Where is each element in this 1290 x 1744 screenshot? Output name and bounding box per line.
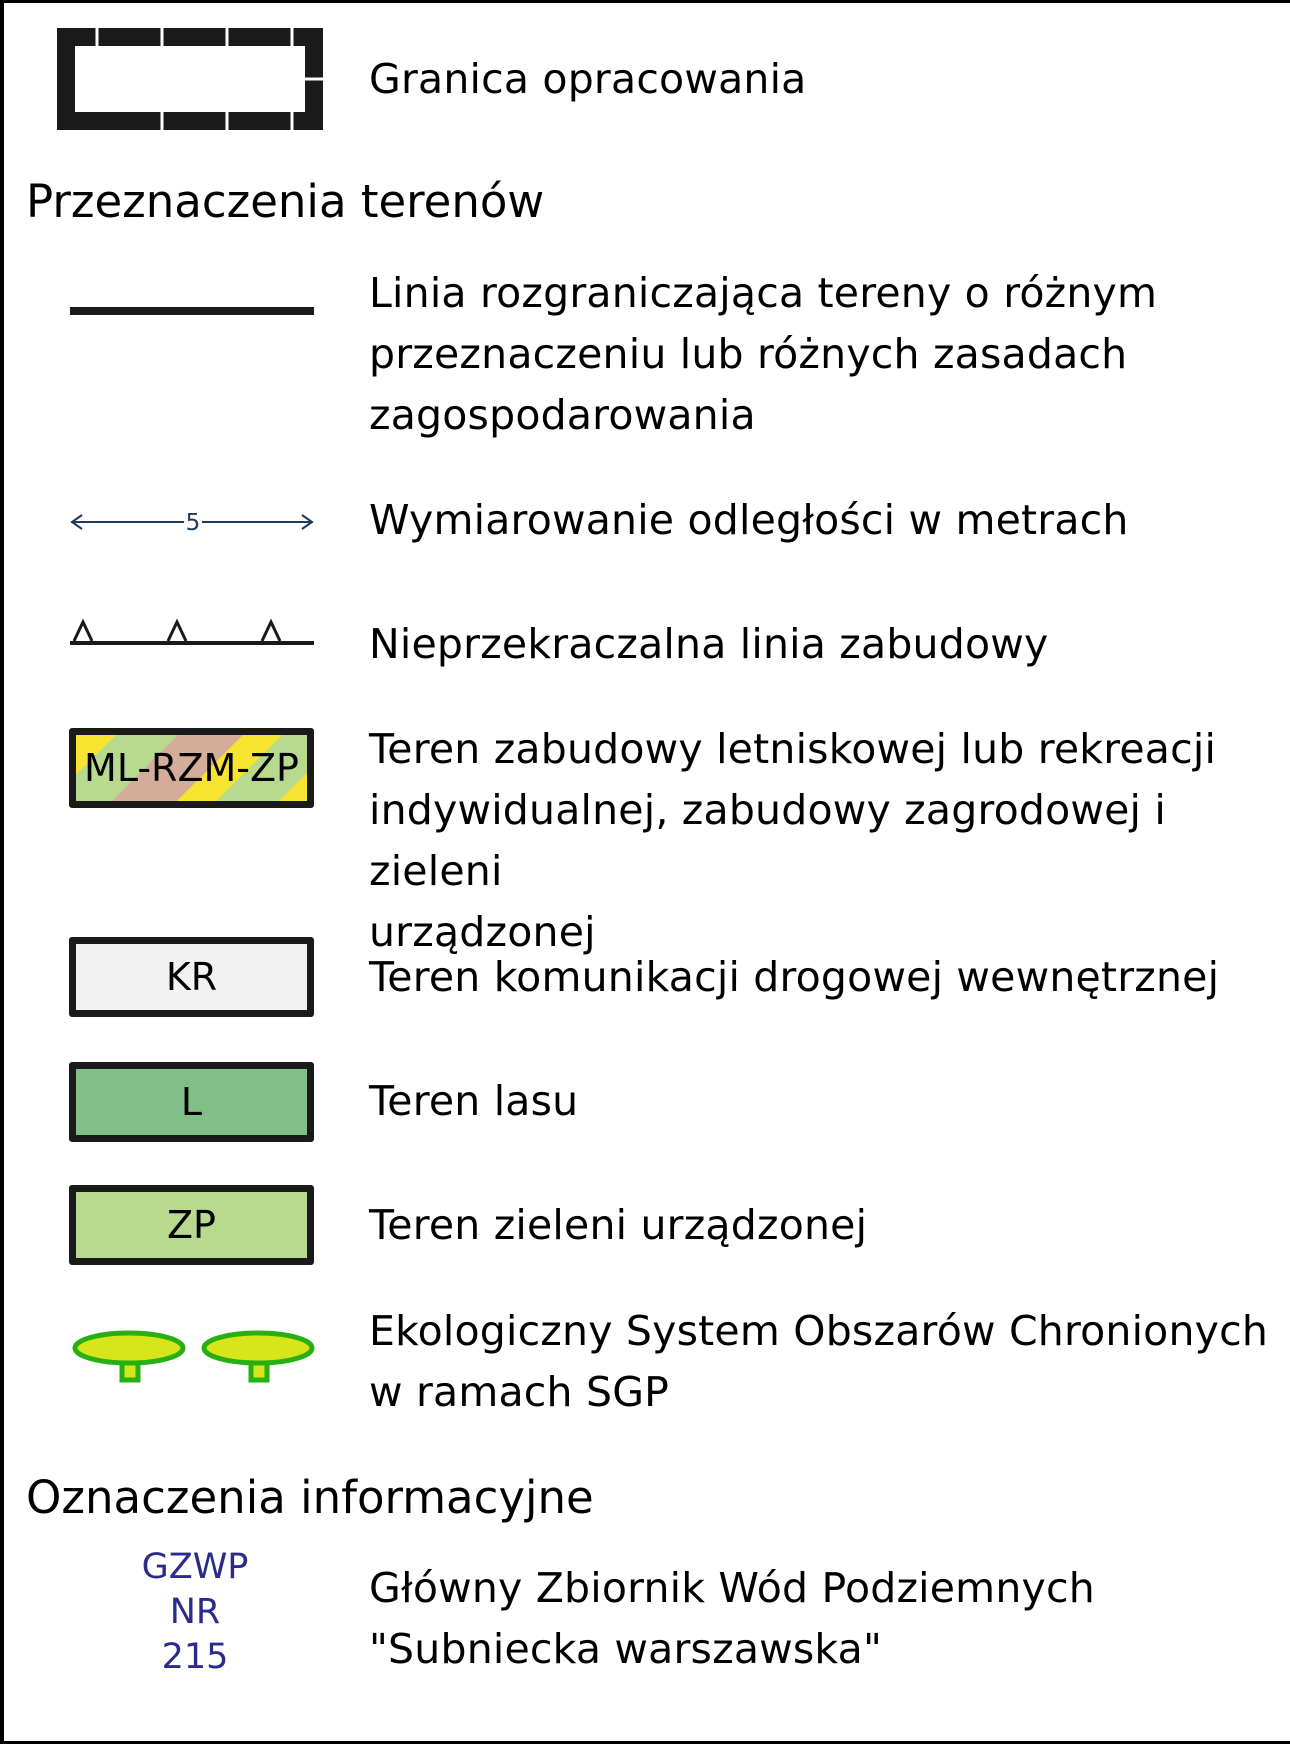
dimension-value: 5 [185, 510, 201, 536]
gzwp-code [140, 1545, 250, 1680]
kr-label: Teren komunikacji drogowej wewnętrznej [369, 953, 1220, 1001]
dividing-line-symbol [70, 306, 315, 316]
section-heading-info: Oznaczenia informacyjne [26, 1471, 594, 1524]
building-line-label: Nieprzekraczalna linia zabudowy [369, 620, 1049, 668]
dividing-line-label: Linia rozgraniczająca tereny o różnym przeznaczeniu lub różnych zasadach zagospodarowania [369, 269, 1158, 439]
gzwp-code-line2: NR [169, 1592, 221, 1632]
ml-rzm-zp-box [69, 728, 314, 808]
dimension-label: Wymiarowanie odległości w metrach [369, 496, 1129, 544]
gzwp-code-line1: GZWP [141, 1547, 249, 1587]
dimension-symbol [70, 507, 315, 537]
ml-rzm-zp-code: ML-RZM-ZP [84, 746, 299, 790]
kr-box [69, 937, 314, 1017]
study-boundary-symbol [57, 28, 327, 130]
zp-code: ZP [167, 1203, 216, 1247]
building-line-symbol [70, 618, 315, 646]
ml-rzm-zp-label: Teren zabudowy letniskowej lub rekreacji indywidualnej, zabudowy zagrodowej i zieleni urządzonej [369, 725, 1217, 956]
kr-code: KR [165, 955, 218, 999]
zp-label: Teren zieleni urządzonej [369, 1201, 868, 1249]
forest-label: Teren lasu [369, 1077, 579, 1125]
esoch-label: Ekologiczny System Obszarów Chronionych w ramach SGP [369, 1307, 1269, 1416]
gzwp-code-line3: 215 [161, 1637, 229, 1677]
gzwp-label: Główny Zbiornik Wód Podziemnych "Subniecka warszawska" [369, 1564, 1095, 1673]
forest-code: L [180, 1080, 203, 1124]
zp-box [69, 1185, 314, 1265]
study-boundary-label: Granica opracowania [369, 55, 807, 103]
esoch-symbol [70, 1325, 320, 1387]
forest-box [69, 1062, 314, 1142]
section-heading-purpose: Przeznaczenia terenów [26, 175, 545, 228]
